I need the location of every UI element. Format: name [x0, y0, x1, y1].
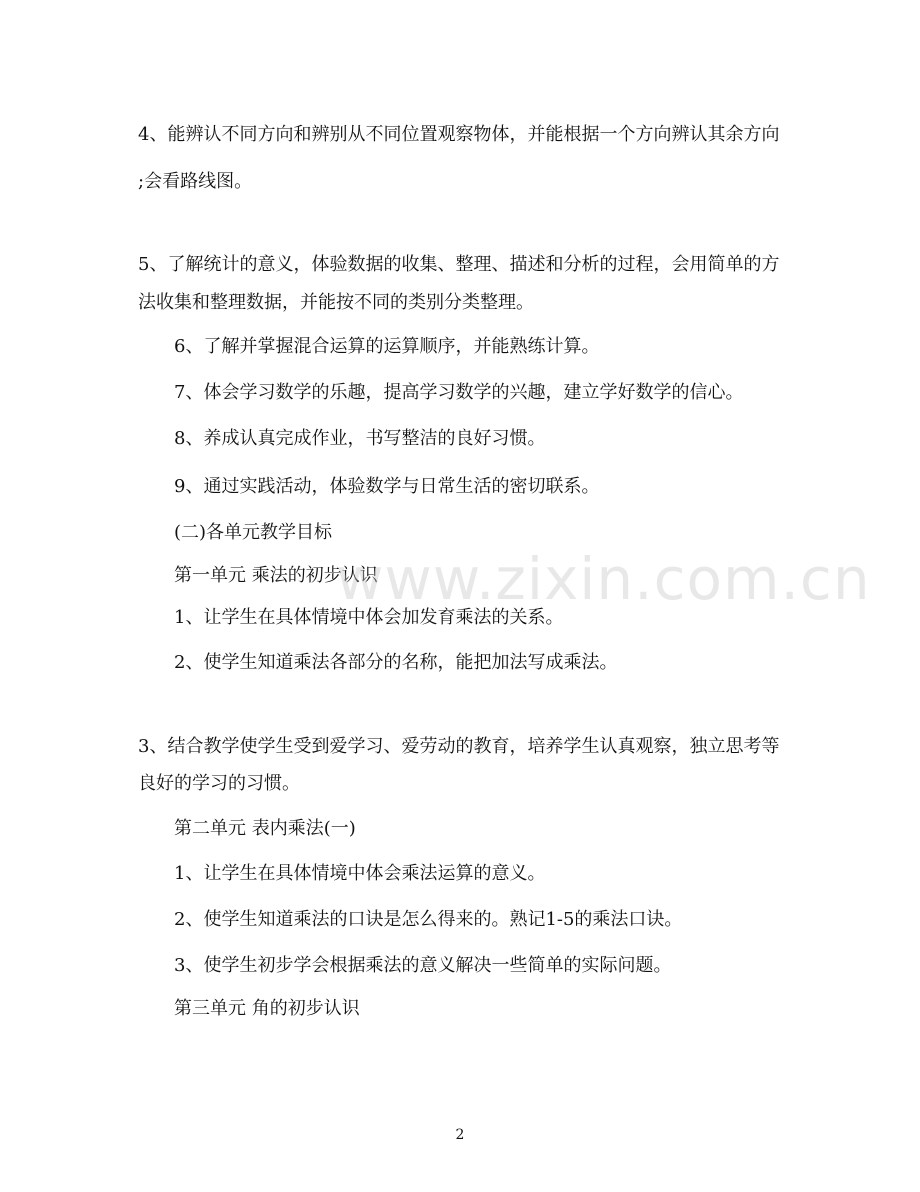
section-heading: (二)各单元教学目标	[174, 522, 333, 543]
unit-heading: 第三单元 角的初步认识	[174, 998, 360, 1019]
paragraph-line: 8、养成认真完成作业，书写整洁的良好习惯。	[174, 428, 546, 449]
unit-heading: 第一单元 乘法的初步认识	[174, 565, 378, 586]
paragraph-line: ;会看路线图。	[138, 171, 253, 192]
paragraph-line: 5、了解统计的意义，体验数据的收集、整理、描述和分析的过程，会用简单的方	[138, 254, 780, 275]
paragraph-line: 1、让学生在具体情境中体会加发育乘法的关系。	[174, 607, 564, 628]
paragraph-line: 6、了解并掌握混合运算的运算顺序，并能熟练计算。	[174, 336, 600, 357]
paragraph-line: 7、体会学习数学的乐趣，提高学习数学的兴趣，建立学好数学的信心。	[174, 382, 744, 403]
page-number: 2	[455, 1127, 465, 1143]
paragraph-line: 4、能辨认不同方向和辨别从不同位置观察物体，并能根据一个方向辨认其余方向	[138, 124, 780, 145]
paragraph-line: 3、结合教学使学生受到爱学习、爱劳动的教育，培养学生认真观察，独立思考等	[138, 736, 780, 757]
paragraph-line: 良好的学习的习惯。	[138, 773, 300, 794]
paragraph-line: 3、使学生初步学会根据乘法的意义解决一些简单的实际问题。	[174, 955, 672, 976]
paragraph-line: 1、让学生在具体情境中体会乘法运算的意义。	[174, 863, 546, 884]
paragraph-line: 2、使学生知道乘法的口诀是怎么得来的。熟记1-5的乘法口诀。	[174, 909, 683, 930]
paragraph-line: 法收集和整理数据，并能按不同的类别分类整理。	[138, 292, 534, 313]
paragraph-line: 2、使学生知道乘法各部分的名称，能把加法写成乘法。	[174, 652, 618, 673]
unit-heading: 第二单元 表内乘法(一)	[174, 818, 356, 839]
paragraph-line: 9、通过实践活动，体验数学与日常生活的密切联系。	[174, 476, 600, 497]
watermark: www.zixin.com.cn	[336, 545, 871, 613]
